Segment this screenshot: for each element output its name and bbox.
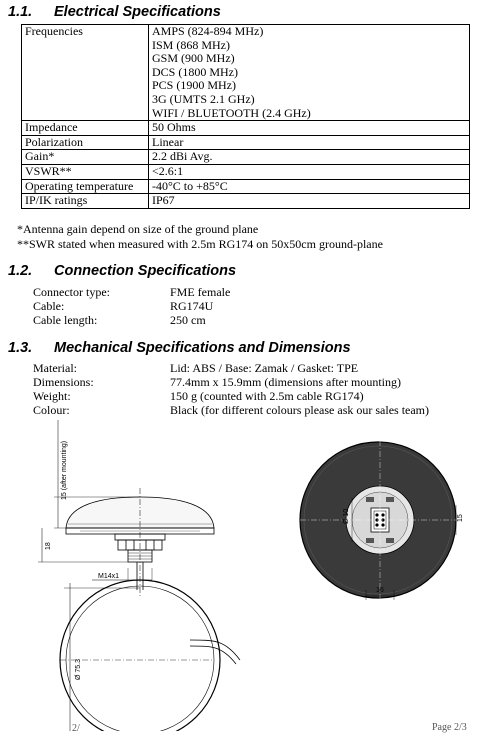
table-cell-label: Frequencies bbox=[22, 25, 149, 121]
table-cell-label: Operating temperature bbox=[22, 179, 149, 194]
table-cell-label: VSWR** bbox=[22, 164, 149, 179]
plan-view-drawing bbox=[60, 580, 240, 731]
table-cell-label: Impedance bbox=[22, 121, 149, 136]
spec-label: Colour: bbox=[33, 403, 70, 417]
section-title: Electrical Specifications bbox=[54, 4, 221, 20]
spec-label: Connector type: bbox=[33, 285, 110, 299]
frequency-item: 3G (UMTS 2.1 GHz) bbox=[152, 91, 255, 106]
spec-value: 250 cm bbox=[170, 313, 206, 327]
gain-footnote: *Antenna gain depend on size of the ground plane bbox=[17, 222, 259, 236]
spec-label: Material: bbox=[33, 361, 77, 375]
dim-label-height: 15 (after mounting) bbox=[61, 440, 68, 500]
frequency-item: ISM (868 MHz) bbox=[152, 37, 230, 52]
table-cell-label: IP/IK ratings bbox=[22, 194, 149, 209]
spec-value: 77.4mm x 15.9mm (dimensions after mounting) bbox=[170, 375, 401, 389]
frequency-item: AMPS (824-894 MHz) bbox=[152, 24, 264, 38]
frequency-item: PCS (1900 MHz) bbox=[152, 78, 237, 93]
dim-label-thread: M14x1 bbox=[98, 573, 120, 580]
dim-label-diameter: Ø 75.3 bbox=[75, 658, 82, 680]
spec-label: Cable length: bbox=[33, 313, 98, 327]
table-cell-label: Gain* bbox=[22, 150, 149, 165]
spec-label: Dimensions: bbox=[33, 375, 94, 389]
section-number: 1.3. bbox=[8, 340, 33, 356]
spec-value: 150 g (counted with 2.5m cable RG174) bbox=[170, 389, 364, 403]
spec-value: Black (for different colours please ask our sales team) bbox=[170, 403, 430, 417]
section-number: 1.2. bbox=[8, 263, 33, 279]
spec-value: Lid: ABS / Base: Zamak / Gasket: TPE bbox=[170, 361, 359, 375]
dim-label-base-height: 18 bbox=[45, 542, 52, 550]
frequency-item: GSM (900 MHz) bbox=[152, 51, 235, 66]
table-cell-label: Polarization bbox=[22, 135, 149, 150]
dim-label-hole-dia: Ø 10 bbox=[343, 508, 350, 524]
table-cell-value: -40°C to +85°C bbox=[149, 179, 470, 194]
dim-label-width: 15 bbox=[457, 514, 464, 522]
top-view-drawing bbox=[300, 440, 460, 600]
spec-label: Cable: bbox=[33, 299, 65, 313]
section-number: 1.1. bbox=[8, 4, 33, 20]
frequency-item: DCS (1800 MHz) bbox=[152, 64, 238, 79]
spec-value: RG174U bbox=[170, 299, 214, 313]
table-cell-value: <2.6:1 bbox=[149, 164, 470, 179]
footer-page-number: Page 2/3 bbox=[432, 722, 467, 733]
table-cell-value: IP67 bbox=[149, 194, 470, 209]
swr-footnote: **SWR stated when measured with 2.5m RG174 on 50x50cm ground-plane bbox=[17, 237, 383, 251]
section-title: Mechanical Specifications and Dimensions bbox=[54, 340, 351, 356]
spec-label: Weight: bbox=[33, 389, 71, 403]
table-cell-value: 2.2 dBi Avg. bbox=[149, 150, 470, 165]
table-cell-value: Linear bbox=[149, 135, 470, 150]
table-cell-value: 50 Ohms bbox=[149, 121, 470, 136]
footer-left: 2/ bbox=[72, 723, 80, 734]
dim-label-side: 15 bbox=[376, 587, 384, 594]
spec-value: FME female bbox=[170, 285, 231, 299]
section-title: Connection Specifications bbox=[54, 263, 237, 279]
frequency-item: WIFI / BLUETOOTH (2.4 GHz) bbox=[152, 105, 311, 120]
